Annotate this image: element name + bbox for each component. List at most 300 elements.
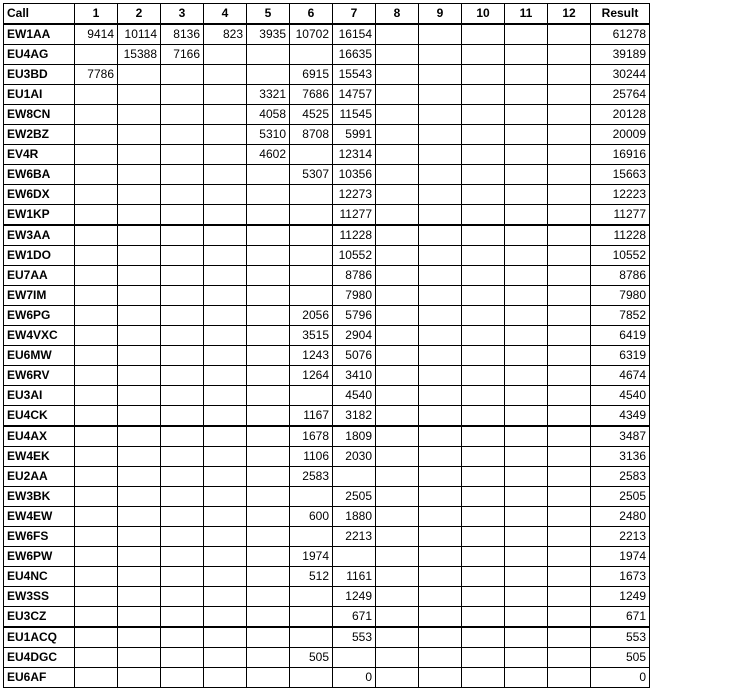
score-cell-9[interactable]	[419, 205, 462, 226]
result-cell[interactable]: 4540	[591, 386, 650, 406]
call-cell[interactable]: EU1ACQ	[4, 627, 75, 648]
score-cell-2[interactable]	[118, 145, 161, 165]
call-cell[interactable]: EW1DO	[4, 246, 75, 266]
score-cell-6[interactable]: 512	[290, 567, 333, 587]
score-cell-2[interactable]	[118, 648, 161, 668]
score-cell-12[interactable]	[548, 366, 591, 386]
score-cell-3[interactable]	[161, 205, 204, 226]
score-cell-12[interactable]	[548, 24, 591, 45]
score-cell-8[interactable]	[376, 406, 419, 427]
score-cell-8[interactable]	[376, 165, 419, 185]
score-cell-12[interactable]	[548, 447, 591, 467]
result-cell[interactable]: 6319	[591, 346, 650, 366]
score-cell-2[interactable]	[118, 266, 161, 286]
score-cell-7[interactable]: 16635	[333, 45, 376, 65]
score-cell-10[interactable]	[462, 527, 505, 547]
score-cell-7[interactable]: 1161	[333, 567, 376, 587]
score-cell-6[interactable]: 7686	[290, 85, 333, 105]
score-cell-9[interactable]	[419, 587, 462, 607]
score-cell-10[interactable]	[462, 165, 505, 185]
score-cell-7[interactable]: 2213	[333, 527, 376, 547]
score-cell-2[interactable]	[118, 65, 161, 85]
score-cell-4[interactable]	[204, 447, 247, 467]
score-cell-11[interactable]	[505, 165, 548, 185]
score-cell-10[interactable]	[462, 24, 505, 45]
score-cell-7[interactable]: 553	[333, 627, 376, 648]
score-cell-12[interactable]	[548, 326, 591, 346]
score-cell-8[interactable]	[376, 24, 419, 45]
call-cell[interactable]: EW6FS	[4, 527, 75, 547]
result-cell[interactable]: 2480	[591, 507, 650, 527]
score-cell-7[interactable]: 14757	[333, 85, 376, 105]
score-cell-8[interactable]	[376, 185, 419, 205]
score-cell-5[interactable]	[247, 467, 290, 487]
score-cell-6[interactable]	[290, 45, 333, 65]
call-cell[interactable]: EW6PW	[4, 547, 75, 567]
score-cell-3[interactable]: 8136	[161, 24, 204, 45]
score-cell-8[interactable]	[376, 467, 419, 487]
score-cell-3[interactable]	[161, 306, 204, 326]
score-cell-4[interactable]	[204, 326, 247, 346]
score-cell-3[interactable]	[161, 426, 204, 447]
result-cell[interactable]: 2505	[591, 487, 650, 507]
score-cell-12[interactable]	[548, 165, 591, 185]
score-cell-12[interactable]	[548, 527, 591, 547]
score-cell-6[interactable]: 5307	[290, 165, 333, 185]
call-cell[interactable]: EW3SS	[4, 587, 75, 607]
call-cell[interactable]: EW6DX	[4, 185, 75, 205]
score-cell-2[interactable]	[118, 246, 161, 266]
score-cell-1[interactable]	[75, 467, 118, 487]
score-cell-10[interactable]	[462, 45, 505, 65]
score-cell-6[interactable]	[290, 386, 333, 406]
score-cell-6[interactable]: 600	[290, 507, 333, 527]
score-cell-10[interactable]	[462, 627, 505, 648]
score-cell-12[interactable]	[548, 507, 591, 527]
score-cell-4[interactable]	[204, 346, 247, 366]
score-cell-7[interactable]: 0	[333, 668, 376, 688]
column-header-10[interactable]: 10	[462, 4, 505, 25]
score-cell-4[interactable]	[204, 165, 247, 185]
score-cell-8[interactable]	[376, 547, 419, 567]
call-cell[interactable]: EU4DGC	[4, 648, 75, 668]
score-cell-4[interactable]	[204, 45, 247, 65]
score-cell-6[interactable]: 8708	[290, 125, 333, 145]
score-cell-3[interactable]	[161, 386, 204, 406]
score-cell-1[interactable]	[75, 547, 118, 567]
score-cell-5[interactable]	[247, 527, 290, 547]
score-cell-12[interactable]	[548, 145, 591, 165]
score-cell-3[interactable]	[161, 447, 204, 467]
score-cell-4[interactable]	[204, 627, 247, 648]
call-cell[interactable]: EU4AX	[4, 426, 75, 447]
score-cell-4[interactable]	[204, 487, 247, 507]
result-cell[interactable]: 505	[591, 648, 650, 668]
score-cell-7[interactable]: 10356	[333, 165, 376, 185]
score-cell-8[interactable]	[376, 105, 419, 125]
score-cell-5[interactable]	[247, 286, 290, 306]
score-cell-7[interactable]: 7980	[333, 286, 376, 306]
score-cell-1[interactable]	[75, 527, 118, 547]
score-cell-8[interactable]	[376, 225, 419, 246]
score-cell-9[interactable]	[419, 24, 462, 45]
column-header-5[interactable]: 5	[247, 4, 290, 25]
score-cell-6[interactable]	[290, 607, 333, 628]
score-cell-3[interactable]	[161, 326, 204, 346]
score-cell-8[interactable]	[376, 306, 419, 326]
score-cell-5[interactable]	[247, 205, 290, 226]
score-cell-5[interactable]: 5310	[247, 125, 290, 145]
score-cell-1[interactable]	[75, 326, 118, 346]
result-cell[interactable]: 553	[591, 627, 650, 648]
score-cell-10[interactable]	[462, 266, 505, 286]
score-cell-2[interactable]	[118, 426, 161, 447]
score-cell-8[interactable]	[376, 567, 419, 587]
score-cell-5[interactable]	[247, 346, 290, 366]
result-cell[interactable]: 16916	[591, 145, 650, 165]
score-cell-4[interactable]	[204, 507, 247, 527]
score-cell-3[interactable]	[161, 225, 204, 246]
score-cell-8[interactable]	[376, 205, 419, 226]
score-cell-4[interactable]	[204, 125, 247, 145]
score-cell-7[interactable]: 2505	[333, 487, 376, 507]
score-cell-11[interactable]	[505, 366, 548, 386]
result-cell[interactable]: 0	[591, 668, 650, 688]
column-header-8[interactable]: 8	[376, 4, 419, 25]
score-cell-3[interactable]	[161, 547, 204, 567]
score-cell-5[interactable]	[247, 648, 290, 668]
score-cell-5[interactable]	[247, 406, 290, 427]
column-header-4[interactable]: 4	[204, 4, 247, 25]
score-cell-5[interactable]	[247, 326, 290, 346]
score-cell-3[interactable]	[161, 487, 204, 507]
score-cell-5[interactable]: 4058	[247, 105, 290, 125]
score-cell-1[interactable]	[75, 607, 118, 628]
score-cell-8[interactable]	[376, 648, 419, 668]
score-cell-1[interactable]	[75, 447, 118, 467]
result-cell[interactable]: 6419	[591, 326, 650, 346]
score-cell-8[interactable]	[376, 246, 419, 266]
score-cell-12[interactable]	[548, 386, 591, 406]
score-cell-8[interactable]	[376, 346, 419, 366]
result-cell[interactable]: 1673	[591, 567, 650, 587]
score-cell-4[interactable]	[204, 65, 247, 85]
score-cell-7[interactable]: 11228	[333, 225, 376, 246]
score-cell-2[interactable]	[118, 105, 161, 125]
score-cell-3[interactable]	[161, 607, 204, 628]
score-cell-11[interactable]	[505, 547, 548, 567]
score-cell-11[interactable]	[505, 607, 548, 628]
call-cell[interactable]: EU3AI	[4, 386, 75, 406]
score-cell-1[interactable]	[75, 185, 118, 205]
score-cell-12[interactable]	[548, 246, 591, 266]
score-cell-10[interactable]	[462, 487, 505, 507]
score-cell-9[interactable]	[419, 185, 462, 205]
score-cell-2[interactable]	[118, 447, 161, 467]
score-cell-4[interactable]	[204, 266, 247, 286]
score-cell-1[interactable]	[75, 205, 118, 226]
score-cell-6[interactable]: 1678	[290, 426, 333, 447]
call-cell[interactable]: EW1KP	[4, 205, 75, 226]
score-cell-3[interactable]	[161, 507, 204, 527]
score-cell-7[interactable]: 12273	[333, 185, 376, 205]
score-cell-7[interactable]: 4540	[333, 386, 376, 406]
score-cell-3[interactable]	[161, 527, 204, 547]
score-cell-4[interactable]	[204, 306, 247, 326]
score-cell-8[interactable]	[376, 85, 419, 105]
call-cell[interactable]: EW8CN	[4, 105, 75, 125]
score-cell-8[interactable]	[376, 607, 419, 628]
score-cell-11[interactable]	[505, 507, 548, 527]
result-cell[interactable]: 20009	[591, 125, 650, 145]
score-cell-2[interactable]	[118, 185, 161, 205]
score-cell-7[interactable]: 5991	[333, 125, 376, 145]
score-cell-4[interactable]	[204, 286, 247, 306]
score-cell-11[interactable]	[505, 145, 548, 165]
score-cell-1[interactable]	[75, 246, 118, 266]
score-cell-1[interactable]	[75, 487, 118, 507]
score-cell-1[interactable]	[75, 286, 118, 306]
score-cell-5[interactable]: 4602	[247, 145, 290, 165]
score-cell-2[interactable]	[118, 165, 161, 185]
score-cell-9[interactable]	[419, 246, 462, 266]
score-cell-10[interactable]	[462, 406, 505, 427]
result-cell[interactable]: 1974	[591, 547, 650, 567]
score-cell-11[interactable]	[505, 326, 548, 346]
score-cell-3[interactable]	[161, 145, 204, 165]
score-cell-4[interactable]	[204, 386, 247, 406]
score-cell-3[interactable]	[161, 467, 204, 487]
score-cell-6[interactable]	[290, 205, 333, 226]
score-cell-3[interactable]	[161, 165, 204, 185]
score-cell-1[interactable]: 9414	[75, 24, 118, 45]
score-cell-10[interactable]	[462, 225, 505, 246]
score-cell-3[interactable]	[161, 366, 204, 386]
score-cell-10[interactable]	[462, 346, 505, 366]
score-cell-6[interactable]	[290, 185, 333, 205]
score-cell-1[interactable]	[75, 507, 118, 527]
score-cell-12[interactable]	[548, 266, 591, 286]
score-cell-1[interactable]	[75, 587, 118, 607]
score-cell-4[interactable]	[204, 426, 247, 447]
score-cell-2[interactable]	[118, 346, 161, 366]
call-cell[interactable]: EW1AA	[4, 24, 75, 45]
result-cell[interactable]: 671	[591, 607, 650, 628]
score-cell-2[interactable]	[118, 125, 161, 145]
score-cell-6[interactable]	[290, 527, 333, 547]
score-cell-5[interactable]	[247, 65, 290, 85]
score-cell-3[interactable]	[161, 567, 204, 587]
score-cell-1[interactable]	[75, 627, 118, 648]
score-cell-9[interactable]	[419, 366, 462, 386]
score-cell-11[interactable]	[505, 587, 548, 607]
score-cell-3[interactable]	[161, 286, 204, 306]
score-cell-10[interactable]	[462, 85, 505, 105]
score-cell-10[interactable]	[462, 447, 505, 467]
call-cell[interactable]: EW4EW	[4, 507, 75, 527]
score-cell-7[interactable]: 11545	[333, 105, 376, 125]
score-cell-10[interactable]	[462, 145, 505, 165]
call-cell[interactable]: EW3BK	[4, 487, 75, 507]
score-cell-4[interactable]	[204, 567, 247, 587]
score-cell-1[interactable]	[75, 225, 118, 246]
result-cell[interactable]: 11277	[591, 205, 650, 226]
score-cell-10[interactable]	[462, 185, 505, 205]
score-cell-12[interactable]	[548, 125, 591, 145]
score-cell-1[interactable]	[75, 426, 118, 447]
score-cell-1[interactable]: 7786	[75, 65, 118, 85]
score-cell-11[interactable]	[505, 627, 548, 648]
column-header-2[interactable]: 2	[118, 4, 161, 25]
score-cell-5[interactable]	[247, 45, 290, 65]
score-cell-11[interactable]	[505, 467, 548, 487]
score-cell-11[interactable]	[505, 426, 548, 447]
score-cell-9[interactable]	[419, 105, 462, 125]
score-cell-10[interactable]	[462, 587, 505, 607]
score-cell-3[interactable]	[161, 648, 204, 668]
column-header-12[interactable]: 12	[548, 4, 591, 25]
score-cell-7[interactable]: 10552	[333, 246, 376, 266]
score-cell-2[interactable]	[118, 386, 161, 406]
score-cell-11[interactable]	[505, 85, 548, 105]
score-cell-12[interactable]	[548, 587, 591, 607]
result-cell[interactable]: 12223	[591, 185, 650, 205]
score-cell-9[interactable]	[419, 165, 462, 185]
score-cell-9[interactable]	[419, 225, 462, 246]
score-cell-12[interactable]	[548, 205, 591, 226]
call-cell[interactable]: EU6AF	[4, 668, 75, 688]
score-cell-3[interactable]	[161, 85, 204, 105]
score-cell-2[interactable]	[118, 587, 161, 607]
score-cell-10[interactable]	[462, 65, 505, 85]
call-cell[interactable]: EW2BZ	[4, 125, 75, 145]
score-cell-1[interactable]	[75, 145, 118, 165]
score-cell-10[interactable]	[462, 246, 505, 266]
score-cell-12[interactable]	[548, 185, 591, 205]
score-cell-6[interactable]	[290, 668, 333, 688]
result-cell[interactable]: 2583	[591, 467, 650, 487]
score-cell-9[interactable]	[419, 85, 462, 105]
score-cell-12[interactable]	[548, 225, 591, 246]
score-cell-12[interactable]	[548, 286, 591, 306]
score-cell-11[interactable]	[505, 648, 548, 668]
score-cell-2[interactable]	[118, 366, 161, 386]
score-cell-12[interactable]	[548, 346, 591, 366]
result-cell[interactable]: 39189	[591, 45, 650, 65]
score-cell-3[interactable]	[161, 246, 204, 266]
score-cell-6[interactable]	[290, 286, 333, 306]
score-cell-11[interactable]	[505, 246, 548, 266]
score-cell-7[interactable]: 11277	[333, 205, 376, 226]
score-cell-5[interactable]	[247, 587, 290, 607]
score-cell-10[interactable]	[462, 607, 505, 628]
score-cell-4[interactable]	[204, 668, 247, 688]
score-cell-7[interactable]	[333, 467, 376, 487]
score-cell-2[interactable]	[118, 326, 161, 346]
score-cell-1[interactable]	[75, 668, 118, 688]
call-cell[interactable]: EU4NC	[4, 567, 75, 587]
score-cell-1[interactable]	[75, 45, 118, 65]
score-cell-11[interactable]	[505, 286, 548, 306]
score-cell-1[interactable]	[75, 406, 118, 427]
score-cell-5[interactable]: 3321	[247, 85, 290, 105]
score-cell-11[interactable]	[505, 105, 548, 125]
score-cell-7[interactable]: 5796	[333, 306, 376, 326]
call-cell[interactable]: EW4EK	[4, 447, 75, 467]
score-cell-12[interactable]	[548, 648, 591, 668]
score-cell-11[interactable]	[505, 406, 548, 427]
score-cell-9[interactable]	[419, 507, 462, 527]
score-cell-9[interactable]	[419, 45, 462, 65]
score-cell-7[interactable]: 1880	[333, 507, 376, 527]
score-cell-10[interactable]	[462, 467, 505, 487]
score-cell-8[interactable]	[376, 587, 419, 607]
call-cell[interactable]: EW7IM	[4, 286, 75, 306]
score-cell-5[interactable]	[247, 547, 290, 567]
score-cell-1[interactable]	[75, 125, 118, 145]
result-cell[interactable]: 10552	[591, 246, 650, 266]
score-cell-12[interactable]	[548, 547, 591, 567]
score-cell-9[interactable]	[419, 527, 462, 547]
score-cell-12[interactable]	[548, 607, 591, 628]
score-cell-10[interactable]	[462, 547, 505, 567]
score-cell-10[interactable]	[462, 386, 505, 406]
call-cell[interactable]: EU6MW	[4, 346, 75, 366]
score-cell-8[interactable]	[376, 266, 419, 286]
score-cell-7[interactable]: 2030	[333, 447, 376, 467]
score-cell-1[interactable]	[75, 648, 118, 668]
score-cell-5[interactable]	[247, 266, 290, 286]
score-cell-9[interactable]	[419, 467, 462, 487]
score-cell-6[interactable]: 4525	[290, 105, 333, 125]
score-cell-4[interactable]	[204, 527, 247, 547]
score-cell-9[interactable]	[419, 406, 462, 427]
score-cell-5[interactable]	[247, 507, 290, 527]
score-cell-2[interactable]: 15388	[118, 45, 161, 65]
result-cell[interactable]: 4674	[591, 366, 650, 386]
score-cell-11[interactable]	[505, 225, 548, 246]
score-cell-7[interactable]: 3182	[333, 406, 376, 427]
score-cell-4[interactable]	[204, 246, 247, 266]
score-cell-11[interactable]	[505, 185, 548, 205]
score-cell-11[interactable]	[505, 24, 548, 45]
score-cell-1[interactable]	[75, 306, 118, 326]
score-cell-6[interactable]	[290, 266, 333, 286]
score-cell-1[interactable]	[75, 346, 118, 366]
score-cell-10[interactable]	[462, 668, 505, 688]
score-cell-9[interactable]	[419, 306, 462, 326]
score-cell-8[interactable]	[376, 366, 419, 386]
score-cell-9[interactable]	[419, 547, 462, 567]
score-cell-7[interactable]: 3410	[333, 366, 376, 386]
score-cell-8[interactable]	[376, 286, 419, 306]
score-cell-8[interactable]	[376, 507, 419, 527]
score-cell-8[interactable]	[376, 447, 419, 467]
score-cell-5[interactable]	[247, 306, 290, 326]
score-cell-1[interactable]	[75, 165, 118, 185]
score-cell-5[interactable]	[247, 487, 290, 507]
score-cell-6[interactable]: 1974	[290, 547, 333, 567]
score-cell-5[interactable]	[247, 447, 290, 467]
result-cell[interactable]: 7852	[591, 306, 650, 326]
score-cell-5[interactable]	[247, 165, 290, 185]
score-cell-9[interactable]	[419, 627, 462, 648]
score-cell-2[interactable]	[118, 627, 161, 648]
score-cell-3[interactable]	[161, 346, 204, 366]
score-cell-1[interactable]	[75, 266, 118, 286]
column-header-11[interactable]: 11	[505, 4, 548, 25]
score-cell-9[interactable]	[419, 447, 462, 467]
